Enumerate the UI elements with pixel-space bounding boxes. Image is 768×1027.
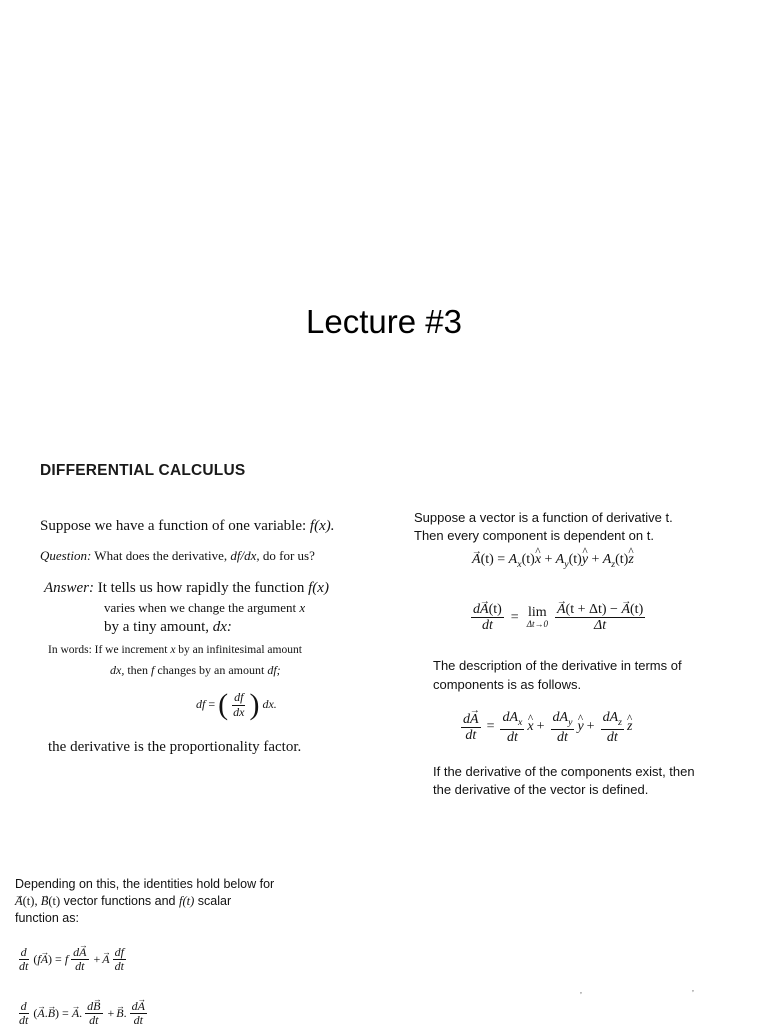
- description-line1: The description of the derivative in terms of: [433, 658, 682, 673]
- answer-fx: f(x): [308, 580, 329, 596]
- question-end: do for us?: [262, 548, 315, 563]
- description-line2: components is as follows.: [433, 677, 582, 692]
- identities-intro-line3: function as:: [15, 911, 79, 925]
- answer-dx: dx:: [212, 619, 232, 635]
- speck-left: ,: [580, 986, 582, 995]
- answer-label: Answer:: [44, 580, 94, 596]
- answer-text-3: by a tiny amount,: [104, 619, 209, 635]
- identity-scalar-product: $\frac{d}{dt}$ ( f → A ) = f $\frac{d\to A}{dt}$ + → A $\frac{df}{dt}$: [14, 946, 129, 973]
- answer-text-2: varies when we change the argument: [104, 600, 297, 615]
- vector-components-equation: → $A(t) = A_x(t)\^{}$ $x + A_y(t)\^{}$ $y + A_z(t)\^{}$ z: [472, 552, 634, 570]
- in-words-dx: dx,: [110, 663, 125, 677]
- df-equation: df = ( $\frac{df}{dx}$ ) dx.: [196, 688, 277, 721]
- answer-line2: [104, 598, 384, 617]
- suppose-line: [40, 516, 380, 536]
- answer-line1: [44, 578, 374, 598]
- vector-intro-line2: Then every component is dependent on t.: [414, 528, 654, 543]
- in-words-text-2b: changes by an amount: [157, 663, 265, 677]
- answer-line3: [104, 617, 384, 637]
- component-derivative-equation: $\frac{d\to A}{dt}$ = $\frac{dA_x}{dt}$ ^ x + $\frac{dA_y}{dt}$ ^ y + $\frac{dA_z}{dt}$ ^ z: [458, 710, 632, 745]
- question-text: What does the derivative,: [94, 548, 228, 563]
- suppose-fx: f(x).: [309, 518, 335, 534]
- question-line: [40, 546, 380, 565]
- vector-intro-line1: Suppose a vector is a function of derivative t.: [414, 510, 673, 525]
- identities-intro-line2-end: scalar: [197, 894, 232, 908]
- in-words-text-1b: by an infinitesimal amount: [178, 644, 302, 656]
- slide-title: Lecture #3: [306, 303, 462, 340]
- speck-right: ,: [692, 984, 694, 993]
- identities-intro-ft: f(t): [179, 894, 195, 908]
- conclusion-line: the derivative is the proportionality factor.: [48, 739, 302, 755]
- in-words-text-2: then: [127, 663, 148, 677]
- in-words-line1: [48, 642, 378, 658]
- question-label: Question:: [40, 548, 92, 563]
- in-words-x: x: [170, 644, 176, 656]
- section-heading: DIFFERENTIAL CALCULUS: [40, 462, 246, 479]
- exist-line1: If the derivative of the components exist, then: [433, 764, 695, 779]
- identity-dot-product: $\frac{d}{dt}$ ( → A . → B ) = → A . $\frac{d\to B}{dt}$ + → B . $\frac{d\to A}{dt}$: [14, 1000, 150, 1027]
- derivative-limit-equation: $\frac{d\to A(t)}{dt}$ = lim Δt→0 → $\frac{A(t + \Delta t) - \to A(t)}{\Delta t}$: [468, 602, 648, 634]
- suppose-text: Suppose we have a function of one variable:: [40, 518, 307, 534]
- answer-x: x: [299, 600, 306, 615]
- exist-line2: the derivative of the vector is defined.: [433, 782, 649, 797]
- question-df-dx: df/dx,: [230, 548, 260, 563]
- in-words-line2: [110, 662, 390, 678]
- answer-text-1: It tells us how rapidly the function: [97, 580, 305, 596]
- identities-intro-line1: Depending on this, the identities hold below for: [15, 877, 275, 891]
- in-words-f: f: [151, 663, 155, 677]
- in-words-text-1: In words: If we increment: [48, 644, 168, 656]
- identities-intro-line2-tail: vector functions and: [63, 894, 176, 908]
- identities-intro-line2: → A(t), → B(t) vector functions and f(t) scalar: [15, 893, 315, 909]
- in-words-df: df;: [267, 663, 281, 677]
